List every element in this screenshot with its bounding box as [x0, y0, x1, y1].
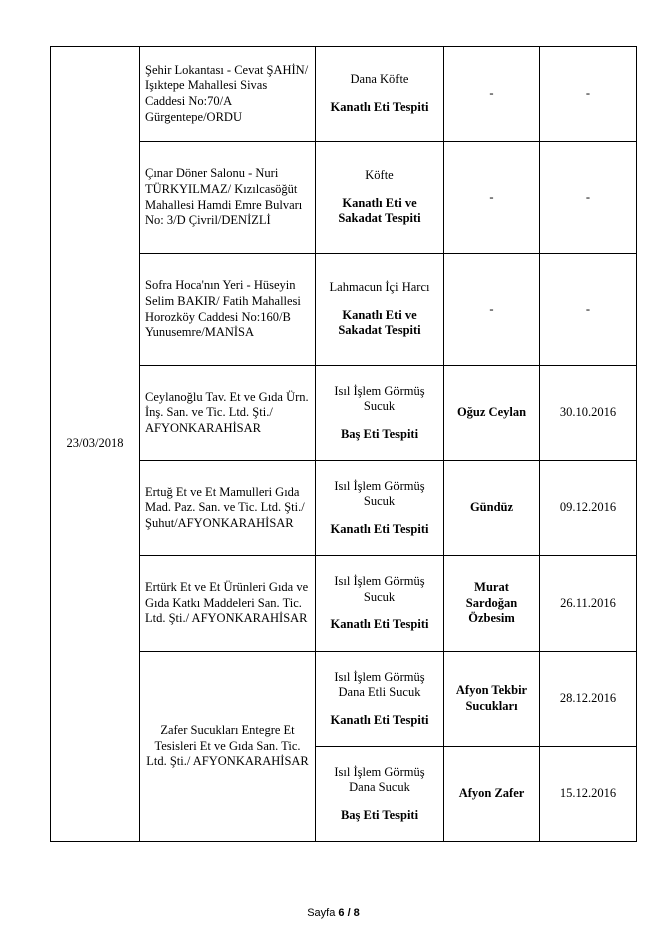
product-name: Isıl İşlem Görmüş Dana Sucuk: [334, 764, 425, 795]
production-date-cell: -: [540, 47, 637, 142]
firm-cell: Ertuğ Et ve Et Mamulleri Gıda Mad. Paz. San. ve Tic. Ltd. Şti./ Şuhut/AFYONKARAHİSAR: [140, 461, 316, 556]
finding-text: Kanatlı Eti ve Sakadat Tespiti: [338, 195, 421, 226]
production-date-cell: 09.12.2016: [540, 461, 637, 556]
page-number: 6 / 8: [338, 907, 360, 919]
product-name: Lahmacun İçi Harcı: [329, 280, 430, 295]
brand-cell: -: [444, 254, 540, 366]
product-cell: [316, 254, 444, 366]
product-cell: [316, 652, 444, 747]
page-footer: [0, 907, 667, 919]
page-label: Sayfa: [307, 907, 336, 919]
finding-text: Kanatlı Eti Tespiti: [330, 100, 429, 114]
production-date-cell: -: [540, 254, 637, 366]
production-date-cell: 26.11.2016: [540, 556, 637, 652]
product-cell: [316, 366, 444, 461]
firm-cell: Sofra Hoca'nın Yeri - Hüseyin Selim BAKIR/ Fatih Mahallesi Horozköy Caddesi No:160/B Yunusemre/MANİSA: [140, 254, 316, 366]
product-name: Isıl İşlem Görmüş Sucuk: [334, 574, 425, 604]
finding-text: Baş Eti Tespiti: [340, 426, 419, 441]
inspection-results-table: [50, 46, 637, 842]
brand-cell: Oğuz Ceylan: [444, 366, 540, 461]
product-name: Isıl İşlem Görmüş Sucuk: [334, 478, 425, 509]
product-name: Dana Köfte: [350, 72, 409, 87]
brand-cell: -: [444, 142, 540, 254]
brand-cell: Gündüz: [444, 461, 540, 556]
product-name: Isıl İşlem Görmüş Sucuk: [334, 383, 425, 414]
finding-text: Kanatlı Eti ve Sakadat Tespiti: [338, 307, 421, 338]
firm-cell: Ertürk Et ve Et Ürünleri Gıda ve Gıda Katkı Maddeleri San. Tic. Ltd. Şti./ AFYONKARAHİSAR: [140, 556, 316, 652]
product-cell: [316, 47, 444, 142]
brand-cell: Afyon Zafer: [444, 747, 540, 842]
firm-cell: Şehir Lokantası - Cevat ŞAHİN/ Işıktepe Mahallesi Sivas Caddesi No:70/A Gürgentepe/ORDU: [140, 47, 316, 142]
production-date-cell: 28.12.2016: [540, 652, 637, 747]
brand-cell: -: [444, 47, 540, 142]
finding-text: Kanatlı Eti Tespiti: [330, 521, 429, 536]
finding-text: Baş Eti Tespiti: [340, 807, 419, 822]
inspection-date-cell: 23/03/2018: [51, 47, 140, 842]
product-cell: [316, 747, 444, 842]
product-name: Isıl İşlem Görmüş Dana Etli Sucuk: [334, 669, 425, 700]
firm-cell: Çınar Döner Salonu - Nuri TÜRKYILMAZ/ Kızılcasöğüt Mahallesi Hamdi Emre Bulvarı No: 3/D Çivril/DENİZLİ: [140, 142, 316, 254]
table-row: [51, 47, 637, 142]
product-cell: [316, 556, 444, 652]
firm-cell: Zafer Sucukları Entegre Et Tesisleri Et ve Gıda San. Tic. Ltd. Şti./ AFYONKARAHİSAR: [140, 652, 316, 842]
product-name: Köfte: [365, 168, 394, 183]
brand-cell: Afyon Tekbir Sucukları: [444, 652, 540, 747]
firm-cell: Ceylanoğlu Tav. Et ve Gıda Ürn. İnş. San. ve Tic. Ltd. Şti./ AFYONKARAHİSAR: [140, 366, 316, 461]
finding-text: Kanatlı Eti Tespiti: [330, 712, 429, 727]
brand-cell: Murat Sardoğan Özbesim: [444, 556, 540, 652]
product-cell: [316, 142, 444, 254]
finding-text: Kanatlı Eti Tespiti: [330, 617, 429, 632]
product-cell: [316, 461, 444, 556]
production-date-cell: -: [540, 142, 637, 254]
production-date-cell: 30.10.2016: [540, 366, 637, 461]
production-date-cell: 15.12.2016: [540, 747, 637, 842]
